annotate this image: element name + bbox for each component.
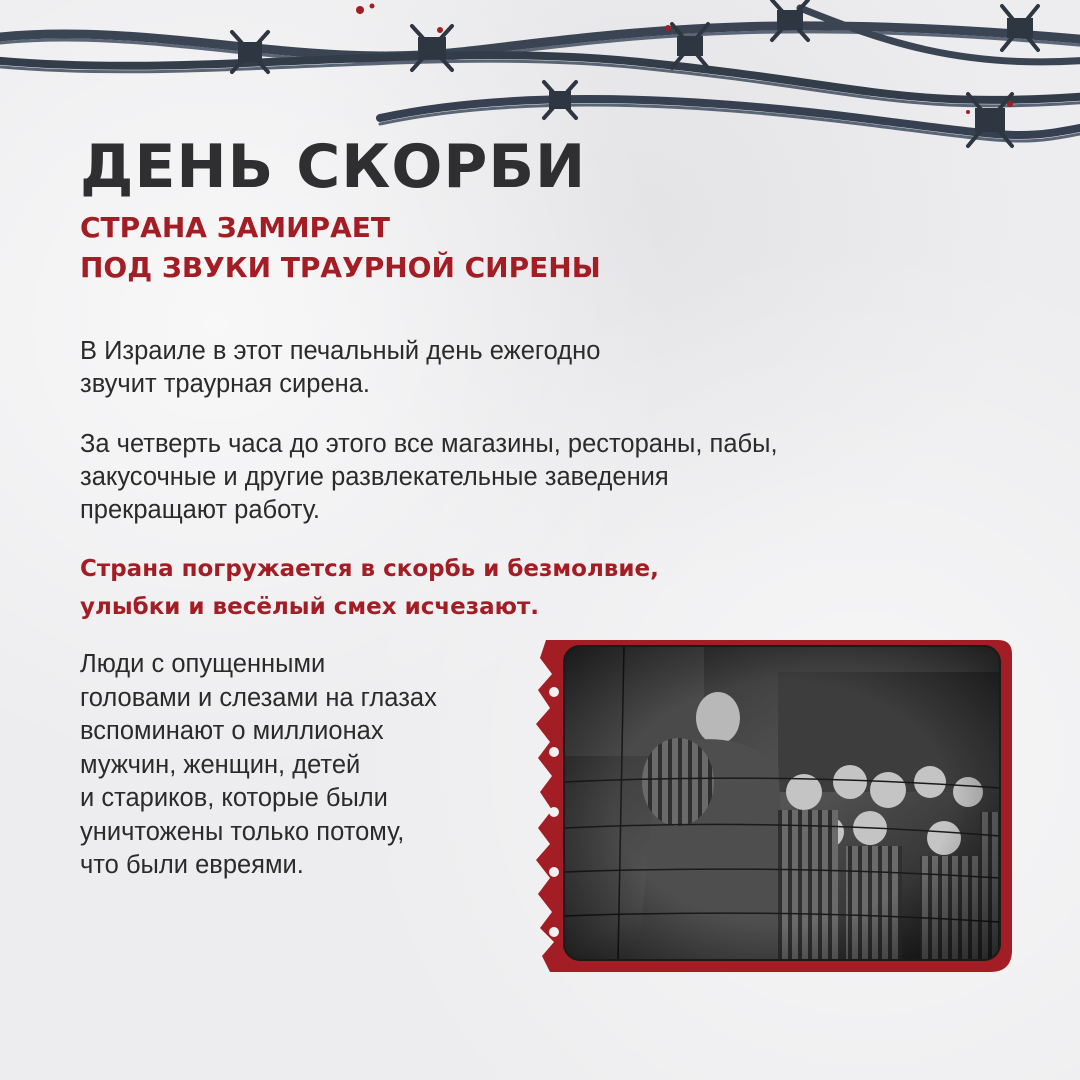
historical-photo-image	[528, 632, 1012, 972]
paragraph-line: и стариков, которые были	[80, 784, 388, 812]
subtitle-line: ПОД ЗВУКИ ТРАУРНОЙ СИРЕНЫ	[80, 251, 601, 284]
paragraph-line: звучит траурная сирена.	[80, 370, 370, 398]
highlight-line: улыбки и весёлый смех исчезают.	[80, 594, 540, 620]
page-subtitle	[80, 208, 601, 288]
paragraph-line: мужчин, женщин, детей	[80, 750, 361, 779]
paragraph-line: закусочные и другие развлекательные заведения	[80, 463, 669, 491]
paragraph-siren	[80, 335, 600, 401]
page-title: ДЕНЬ СКОРБИ	[80, 132, 587, 202]
paragraph-line: уничтожены только потому,	[80, 817, 405, 846]
subtitle-line: СТРАНА ЗАМИРАЕТ	[80, 211, 390, 244]
paragraph-line: вспоминают о миллионах	[80, 717, 384, 745]
paragraph-line: головами и слезами на глазах	[80, 683, 437, 712]
photo-frame	[528, 632, 1012, 972]
paragraph-line: что были евреями.	[80, 851, 304, 879]
paragraph-line: Люди с опущенными	[80, 650, 326, 678]
paragraph-closures	[80, 428, 778, 527]
paragraph-line: За четверть часа до этого все магазины, рестораны, пабы,	[80, 430, 778, 458]
paragraph-line: В Израиле в этот печальный день ежегодно	[80, 337, 601, 365]
paragraph-line: прекращают работу.	[80, 496, 321, 524]
highlight-text	[80, 550, 659, 626]
highlight-line: Страна погружается в скорбь и безмолвие,	[80, 556, 659, 582]
paragraph-memory	[80, 648, 437, 883]
